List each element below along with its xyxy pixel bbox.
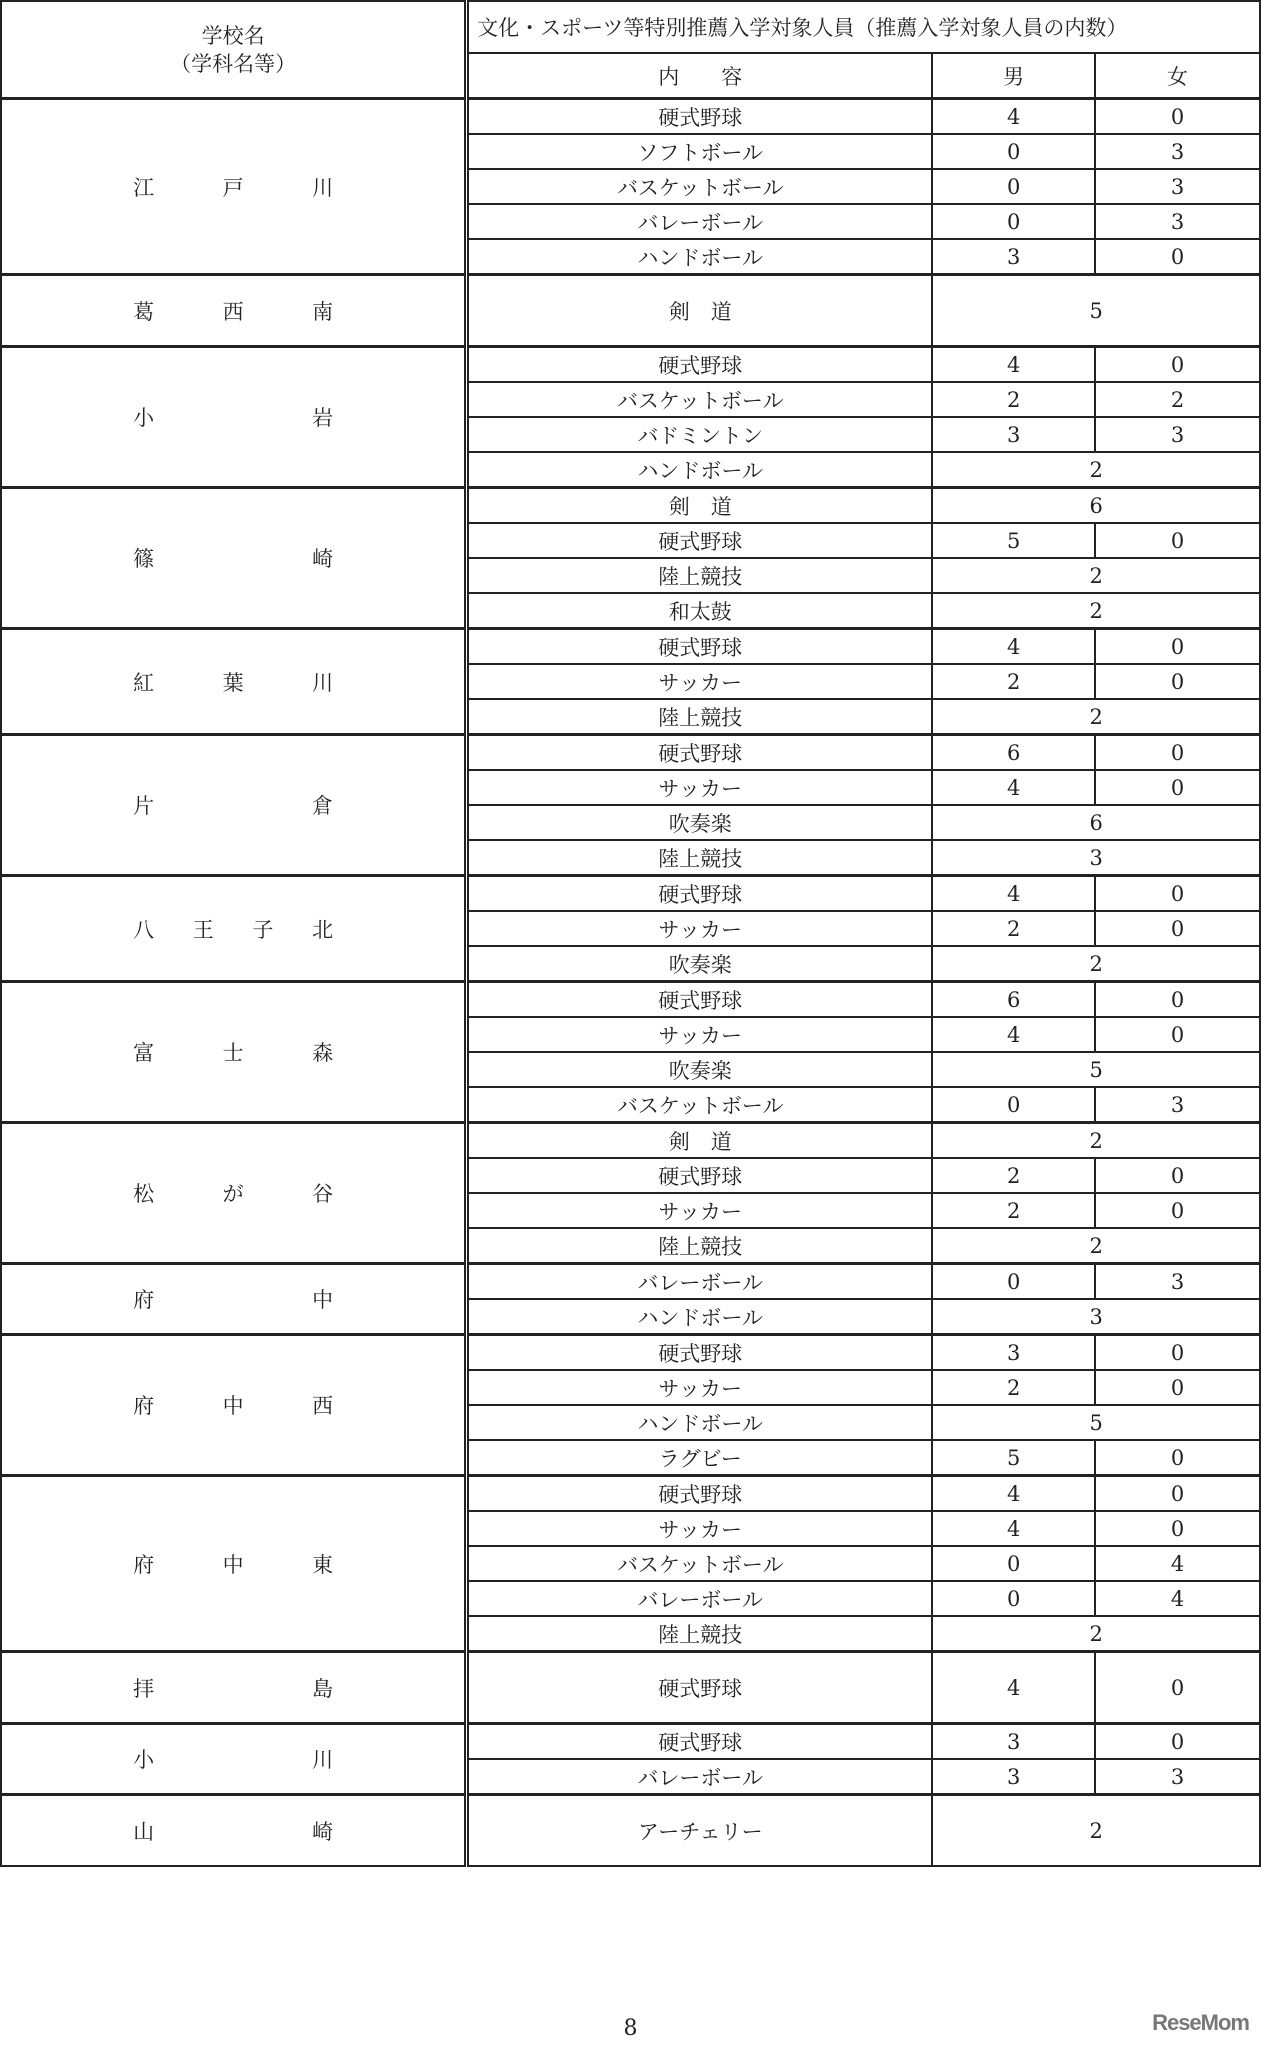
female-count-cell: 0 (1095, 1511, 1260, 1546)
total-count-cell: 5 (932, 275, 1260, 347)
content-cell: 硬式野球 (467, 1652, 933, 1724)
school-name: 篠崎 (133, 547, 334, 571)
male-count-cell: 5 (932, 523, 1095, 558)
male-count-cell: 2 (932, 664, 1095, 699)
table-row (1, 275, 1260, 347)
total-count-cell: 6 (932, 805, 1260, 840)
content-cell: 吹奏楽 (467, 805, 933, 840)
content-cell: ソフトボール (467, 134, 933, 169)
content-cell: サッカー (467, 1017, 933, 1052)
male-count-cell: 3 (932, 1335, 1095, 1371)
content-cell: サッカー (467, 664, 933, 699)
content-cell: 陸上競技 (467, 699, 933, 735)
school-name-cell (1, 735, 467, 876)
table-row (1, 1476, 1260, 1512)
content-cell: 陸上競技 (467, 1616, 933, 1652)
total-count-cell: 2 (932, 1123, 1260, 1159)
female-count-cell: 0 (1095, 770, 1260, 805)
male-count-cell: 3 (932, 1724, 1095, 1760)
total-count-cell: 2 (932, 1228, 1260, 1264)
male-count-cell: 2 (932, 382, 1095, 417)
total-count-cell: 2 (932, 699, 1260, 735)
content-cell: 剣 道 (467, 275, 933, 347)
male-count-cell: 4 (932, 770, 1095, 805)
female-count-cell: 0 (1095, 239, 1260, 275)
school-name-cell (1, 1264, 467, 1335)
female-count-cell: 3 (1095, 204, 1260, 239)
school-name: 松が谷 (133, 1182, 334, 1206)
content-cell: バレーボール (467, 1264, 933, 1300)
school-name: 山崎 (133, 1819, 334, 1844)
table-row (1, 1795, 1260, 1867)
content-cell: 陸上競技 (467, 840, 933, 876)
female-count-cell: 3 (1095, 134, 1260, 169)
female-count-cell: 4 (1095, 1546, 1260, 1581)
male-count-cell: 4 (932, 99, 1095, 135)
female-count-cell: 3 (1095, 417, 1260, 452)
content-cell: ハンドボール (467, 452, 933, 488)
table-body (1, 99, 1260, 1867)
male-count-cell: 3 (932, 417, 1095, 452)
male-count-cell: 0 (932, 134, 1095, 169)
school-name-cell (1, 1476, 467, 1652)
content-cell: ハンドボール (467, 1299, 933, 1335)
male-count-cell: 5 (932, 1440, 1095, 1476)
female-count-cell: 0 (1095, 1017, 1260, 1052)
content-cell: ハンドボール (467, 239, 933, 275)
school-name-cell (1, 488, 467, 629)
school-column-header (1, 1, 467, 99)
content-cell: 硬式野球 (467, 99, 933, 135)
school-name-cell (1, 99, 467, 275)
school-name-cell (1, 275, 467, 347)
content-cell: 陸上競技 (467, 1228, 933, 1264)
table-row (1, 629, 1260, 665)
school-name: 葛西南 (133, 299, 334, 324)
table-row (1, 982, 1260, 1018)
female-count-cell: 0 (1095, 876, 1260, 912)
table-row (1, 1724, 1260, 1760)
table-row (1, 347, 1260, 383)
school-name-cell (1, 1795, 467, 1867)
school-name-cell (1, 982, 467, 1123)
school-header-label: 学校名 (201, 23, 265, 48)
male-count-cell: 4 (932, 1652, 1095, 1724)
male-count-cell: 0 (932, 204, 1095, 239)
school-name: 小岩 (133, 406, 334, 430)
school-name: 片倉 (133, 794, 334, 818)
female-count-cell: 2 (1095, 382, 1260, 417)
female-count-cell: 3 (1095, 1759, 1260, 1795)
female-count-cell: 0 (1095, 664, 1260, 699)
female-count-cell: 0 (1095, 523, 1260, 558)
content-column-header: 内 容 (467, 53, 933, 99)
school-name: 府中西 (133, 1394, 334, 1418)
male-count-cell: 2 (932, 911, 1095, 946)
total-count-cell: 2 (932, 558, 1260, 593)
page-number: 8 (623, 2016, 638, 2041)
school-name-cell (1, 1335, 467, 1476)
content-cell: バスケットボール (467, 169, 933, 204)
content-cell: 剣 道 (467, 1123, 933, 1159)
male-count-cell: 2 (932, 1158, 1095, 1193)
male-count-cell: 6 (932, 735, 1095, 771)
content-cell: 硬式野球 (467, 1158, 933, 1193)
school-name: 江戸川 (133, 175, 334, 200)
content-cell: サッカー (467, 911, 933, 946)
male-count-cell: 3 (932, 1759, 1095, 1795)
table-row (1, 735, 1260, 771)
male-count-cell: 3 (932, 239, 1095, 275)
male-count-cell: 0 (932, 1087, 1095, 1123)
content-cell: 硬式野球 (467, 523, 933, 558)
school-name: 府中 (133, 1288, 334, 1312)
male-count-cell: 0 (932, 1264, 1095, 1300)
school-header-sublabel: （学科名等） (170, 51, 297, 76)
male-column-header: 男 (932, 53, 1095, 99)
female-count-cell: 3 (1095, 169, 1260, 204)
content-cell: バスケットボール (467, 382, 933, 417)
school-name-cell (1, 1724, 467, 1795)
total-count-cell: 2 (932, 1616, 1260, 1652)
content-cell: サッカー (467, 1193, 933, 1228)
school-name-cell (1, 629, 467, 735)
content-cell: 硬式野球 (467, 982, 933, 1018)
main-title-header: 文化・スポーツ等特別推薦入学対象人員（推薦入学対象人員の内数） (467, 1, 1260, 53)
content-cell: バスケットボール (467, 1087, 933, 1123)
table-row (1, 1123, 1260, 1159)
total-count-cell: 2 (932, 946, 1260, 982)
female-count-cell: 3 (1095, 1087, 1260, 1123)
content-cell: バスケットボール (467, 1546, 933, 1581)
male-count-cell: 0 (932, 1546, 1095, 1581)
total-count-cell: 5 (932, 1405, 1260, 1440)
content-cell: 硬式野球 (467, 347, 933, 383)
male-count-cell: 0 (932, 169, 1095, 204)
content-cell: サッカー (467, 1511, 933, 1546)
male-count-cell: 4 (932, 347, 1095, 383)
male-count-cell: 4 (932, 1511, 1095, 1546)
school-name: 八王子北 (133, 917, 334, 942)
content-cell: ハンドボール (467, 1405, 933, 1440)
table-row (1, 876, 1260, 912)
content-cell: 吹奏楽 (467, 1052, 933, 1087)
content-cell: バレーボール (467, 1759, 933, 1795)
school-name-cell (1, 1652, 467, 1724)
content-cell: 和太鼓 (467, 593, 933, 629)
female-count-cell: 0 (1095, 1724, 1260, 1760)
female-count-cell: 0 (1095, 1158, 1260, 1193)
female-count-cell: 0 (1095, 1193, 1260, 1228)
male-count-cell: 2 (932, 1370, 1095, 1405)
female-count-cell: 0 (1095, 982, 1260, 1018)
content-cell: アーチェリー (467, 1795, 933, 1867)
content-cell: 硬式野球 (467, 1724, 933, 1760)
total-count-cell: 6 (932, 488, 1260, 524)
female-count-cell: 0 (1095, 99, 1260, 135)
content-cell: 吹奏楽 (467, 946, 933, 982)
total-count-cell: 5 (932, 1052, 1260, 1087)
content-cell: バレーボール (467, 204, 933, 239)
male-count-cell: 4 (932, 1476, 1095, 1512)
table-row (1, 1652, 1260, 1724)
total-count-cell: 2 (932, 452, 1260, 488)
content-cell: 剣 道 (467, 488, 933, 524)
female-count-cell: 0 (1095, 735, 1260, 771)
male-count-cell: 4 (932, 1017, 1095, 1052)
total-count-cell: 2 (932, 593, 1260, 629)
male-count-cell: 4 (932, 629, 1095, 665)
school-name-cell (1, 876, 467, 982)
table-row (1, 1264, 1260, 1300)
content-cell: 陸上競技 (467, 558, 933, 593)
female-count-cell: 0 (1095, 1476, 1260, 1512)
school-name: 府中東 (133, 1552, 334, 1577)
content-cell: ラグビー (467, 1440, 933, 1476)
content-cell: 硬式野球 (467, 629, 933, 665)
content-cell: 硬式野球 (467, 735, 933, 771)
content-cell: 硬式野球 (467, 876, 933, 912)
female-count-cell: 0 (1095, 1370, 1260, 1405)
female-count-cell: 4 (1095, 1581, 1260, 1616)
female-count-cell: 0 (1095, 347, 1260, 383)
content-cell: 硬式野球 (467, 1335, 933, 1371)
female-count-cell: 0 (1095, 629, 1260, 665)
female-count-cell: 0 (1095, 1335, 1260, 1371)
school-name: 拝島 (133, 1676, 334, 1701)
school-name-cell (1, 1123, 467, 1264)
female-count-cell: 0 (1095, 911, 1260, 946)
male-count-cell: 2 (932, 1193, 1095, 1228)
content-cell: サッカー (467, 770, 933, 805)
content-cell: バドミントン (467, 417, 933, 452)
female-count-cell: 3 (1095, 1264, 1260, 1300)
male-count-cell: 4 (932, 876, 1095, 912)
male-count-cell: 6 (932, 982, 1095, 1018)
total-count-cell: 2 (932, 1795, 1260, 1867)
total-count-cell: 3 (932, 840, 1260, 876)
female-count-cell: 0 (1095, 1652, 1260, 1724)
female-count-cell: 0 (1095, 1440, 1260, 1476)
resemom-logo: ReseMom (1152, 2010, 1249, 2035)
content-cell: 硬式野球 (467, 1476, 933, 1512)
content-cell: サッカー (467, 1370, 933, 1405)
school-name: 紅葉川 (133, 670, 334, 695)
school-name: 小川 (133, 1748, 334, 1772)
table-row (1, 99, 1260, 135)
male-count-cell: 0 (932, 1581, 1095, 1616)
female-column-header: 女 (1095, 53, 1260, 99)
table-row (1, 488, 1260, 524)
content-cell: バレーボール (467, 1581, 933, 1616)
total-count-cell: 3 (932, 1299, 1260, 1335)
table-row (1, 1335, 1260, 1371)
school-name: 富士森 (133, 1041, 334, 1065)
school-name-cell (1, 347, 467, 488)
